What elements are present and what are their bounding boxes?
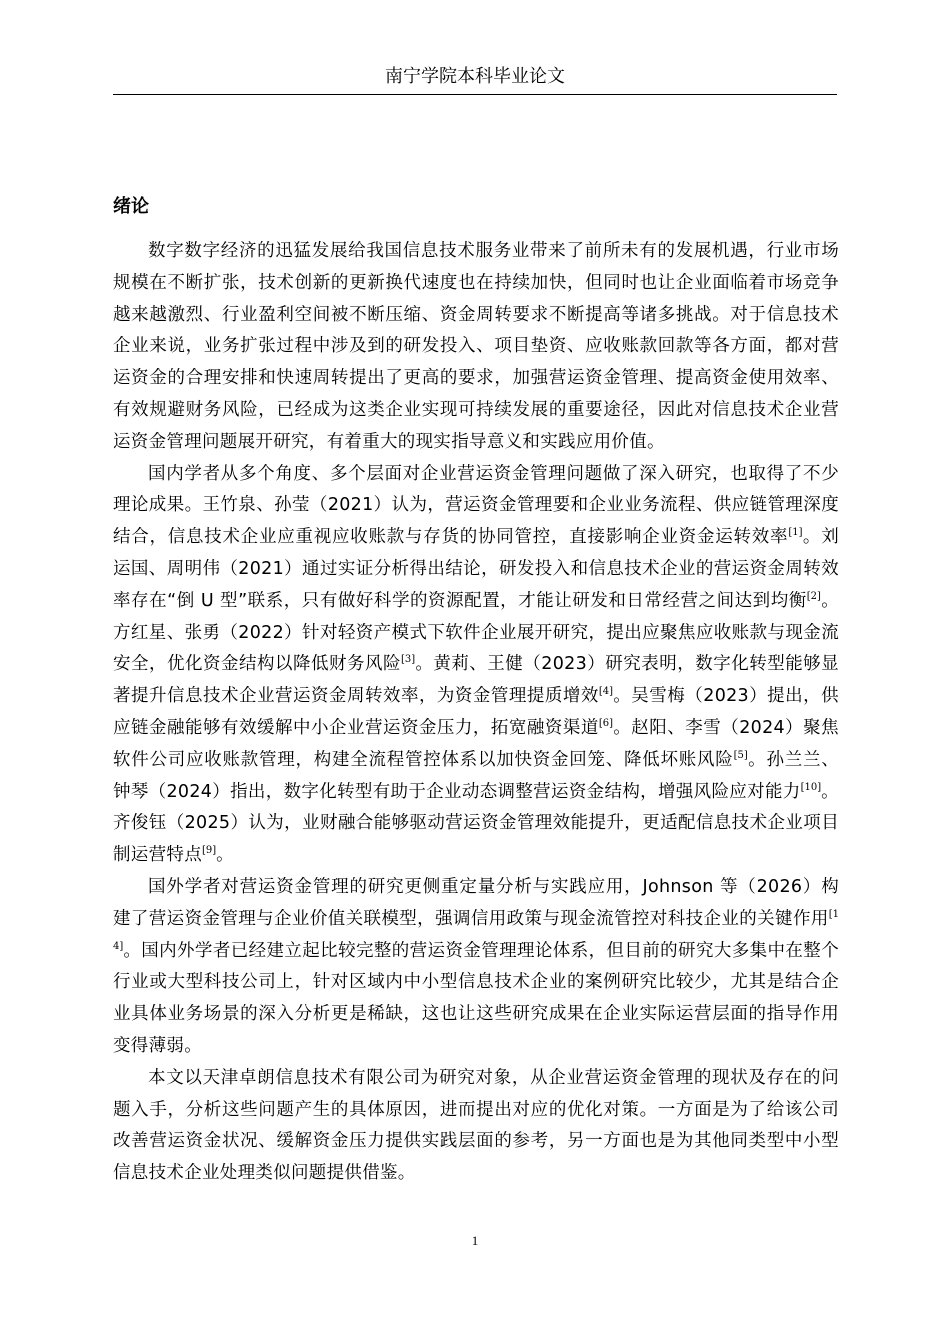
header-rule [113, 94, 837, 95]
paragraph-text-run: 。方红星、张勇（2022）针对轻资产模式下软件企业展开研究，提出应聚焦应收账款与现金流安全，优化资金结构以降低财务风险 [113, 590, 839, 675]
citation-marker: [14] [113, 908, 839, 952]
paragraph-text-run: 本文以天津卓朗信息技术有限公司为研究对象，从企业营运资金管理的现状及存在的问题入手，分析这些问题产生的具体原因，进而提出对应的优化对策。一方面是为了给该公司改善营运资金状况、缓解资金压力提供实践层面的参考，另一方面也是为其他同类型中小型信息技术企业处理类似问题提供借鉴。 [113, 1067, 839, 1184]
body-text [113, 236, 839, 1190]
citation-marker: [3] [400, 654, 416, 666]
paragraph-text-run: 。 [216, 845, 234, 866]
paragraph-text-run: 数字数字经济的迅猛发展给我国信息技术服务业带来了前所未有的发展机遇，行业市场规模在不断扩张，技术创新的更新换代速度也在持续加快，但同时也让企业面临着市场竞争越来越激烈、行业盈利空间被不断压缩、资金周转要求不断提高等诸多挑战。对于信息技术企业来说，业务扩张过程中涉及到的研发投入、项目垫资、应收账款回款等各方面，都对营运资金的合理安排和快速周转提出了更高的要求，加强营运资金管理、提高资金使用效率、有效规避财务风险，已经成为这类企业实现可持续发展的重要途径，因此对信息技术企业营运资金管理问题展开研究，有着重大的现实指导意义和实践应用价值。 [113, 241, 839, 452]
paragraph-text-run: 。刘运国、周明伟（2021）通过实证分析得出结论，研发投入和信息技术企业的营运资金周转效率存在“倒 U 型”联系，只有做好科学的资源配置，才能让研发和日常经营之间达到均衡 [113, 527, 839, 611]
paragraph-text-run: 国外学者对营运资金管理的研究更侧重定量分析与实践应用，Johnson 等（2026）构建了营运资金管理与企业价值关联模型，强调信用政策与现金流管控对科技企业的关键作用 [113, 876, 839, 929]
paragraph-text-run: 。齐俊钰（2025）认为，业财融合能够驱动营运资金管理效能提升，更适配信息技术企业项目制运营特点 [113, 781, 839, 866]
paragraph-text-run: 。黄莉、王健（2023）研究表明，数字化转型能够显著提升信息技术企业营运资金周转效率，为资金管理提质增效 [113, 654, 839, 707]
paragraph [113, 459, 839, 872]
paragraph-text-run: 国内学者从多个角度、多个层面对企业营运资金管理问题做了深入研究，也取得了不少理论成果。王竹泉、孙莹（2021）认为，营运资金管理要和企业业务流程、供应链管理深度结合，信息技术企业应重视应收账款与存货的协同管控，直接影响企业资金运转效率 [113, 463, 839, 548]
citation-marker: [6] [598, 718, 614, 730]
section-title: 绪论 [113, 196, 149, 217]
citation-marker: [2] [806, 590, 821, 602]
citation-marker: [1] [788, 527, 803, 539]
paragraph-text-run: 。赵阳、李雪（2024）聚焦软件公司应收账款管理，构建全流程管控体系以加快资金回笼、降低坏账风险 [113, 717, 839, 770]
paragraph [113, 236, 839, 459]
citation-marker: [9] [202, 845, 217, 857]
paragraph-text-run: 。吴雪梅（2023）提出，供应链金融能够有效缓解中小企业营运资金压力，拓宽融资渠道 [113, 686, 839, 738]
paragraph-text-run: 。国内外学者已经建立起比较完整的营运资金管理理论体系，但目前的研究大多集中在整个行业或大型科技公司上，针对区域内中小型信息技术企业的案例研究比较少，尤其是结合企业具体业务场景的深入分析更是稀缺，这也让这些研究成果在企业实际运营层面的指导作用变得薄弱。 [113, 940, 839, 1056]
citation-marker: [4] [598, 686, 614, 698]
citation-marker: [5] [733, 749, 748, 761]
paragraph-text-run: 。孙兰兰、钟琴（2024）指出，数字化转型有助于企业动态调整营运资金结构，增强风险应对能力 [113, 749, 839, 802]
citation-marker: [10] [800, 781, 822, 793]
paragraph [113, 1063, 839, 1190]
paragraph [113, 872, 839, 1063]
running-header: 南宁学院本科毕业论文 [385, 66, 565, 87]
page-number: 1 [471, 1233, 479, 1248]
